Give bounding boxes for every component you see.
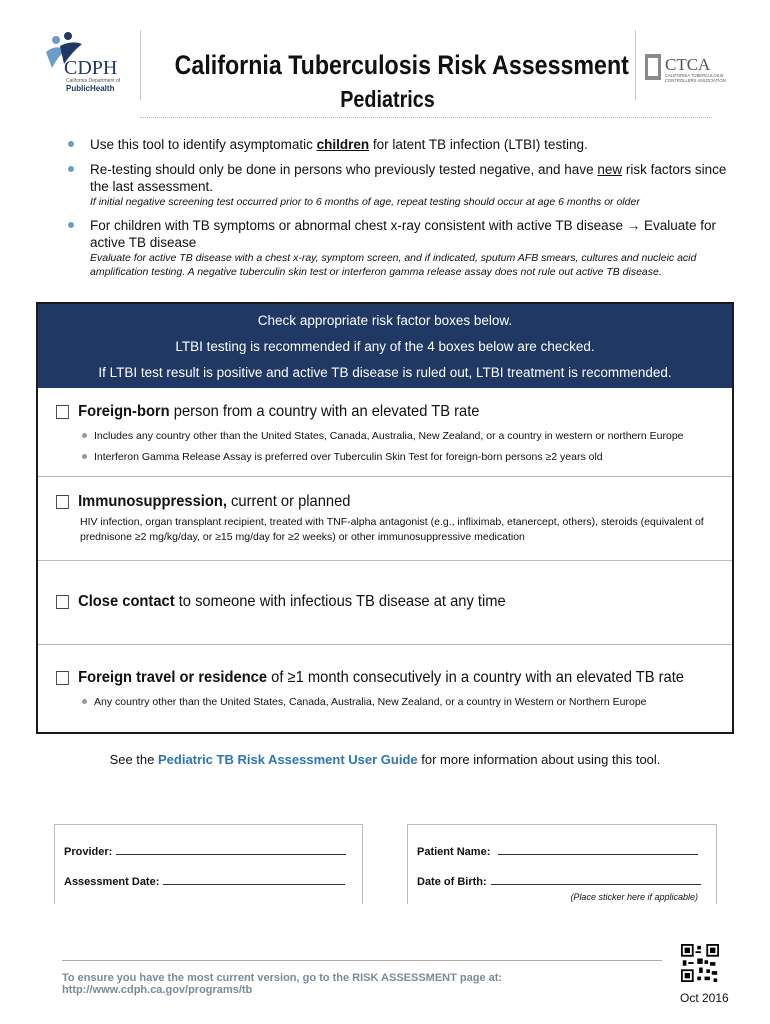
- header-divider-right: [635, 30, 636, 100]
- svg-text:California Department of: California Department of: [66, 78, 121, 84]
- foreign-born-checkbox[interactable]: [56, 405, 69, 419]
- revision-date: Oct 2016: [680, 991, 729, 1005]
- page-title: California Tuberculosis Risk Assessment: [174, 50, 629, 80]
- dob-field[interactable]: [491, 875, 701, 885]
- foreign-travel-checkbox[interactable]: [56, 671, 69, 685]
- cdph-logo-text: CDPH: [64, 57, 118, 79]
- bullet-icon: [68, 222, 74, 228]
- risk-foreign-born: Foreign-born person from a country with an elevated TB rate Includes any country other than the United States, Canada, Australia, New Zealand, or a country in western or northern Europe Interferon Gamma Release Assay is preferred over Tuberculin Skin Test for foreign-born persons ≥2 years old: [56, 402, 721, 464]
- bullet-icon: [82, 454, 87, 459]
- assessment-date-field[interactable]: [163, 875, 345, 885]
- patient-box: [407, 824, 717, 904]
- ctca-logo: [645, 48, 740, 88]
- page-subtitle: Pediatrics: [340, 86, 435, 112]
- instructions-banner: Check appropriate risk factor boxes below. LTBI testing is recommended if any of the 4 boxes below are checked. If LTBI test result is positive and active TB disease is ruled out, LTBI treatment is recommended.: [38, 304, 732, 388]
- risk-close-contact: Close contact to someone with infectious TB disease at any time: [56, 592, 721, 612]
- footer-text: To ensure you have the most current version, go to the RISK ASSESSMENT page at: http://www.cdph.ca.gov/programs/tb: [62, 972, 503, 996]
- ctca-logo-text: CTCA: [665, 55, 711, 74]
- user-guide-note: See the Pediatric TB Risk Assessment User Guide for more information about using this tool.: [109, 752, 661, 767]
- risk-foreign-travel: Foreign travel or residence of ≥1 month consecutively in a country with an elevated TB rate Any country other than the United States, Canada, Australia, New Zealand, or a country in Western or Northern Europe: [56, 668, 721, 709]
- section-divider: [38, 644, 732, 645]
- provider-label: Provider:: [64, 846, 113, 858]
- patient-name-label: Patient Name:: [417, 846, 491, 858]
- risk-factor-box: [36, 302, 734, 734]
- bullet-icon: [68, 166, 74, 172]
- assessment-date-label: Assessment Date:: [64, 876, 160, 888]
- bullet-icon: [68, 141, 74, 147]
- bullet-icon: [82, 433, 87, 438]
- qr-code-icon: [681, 944, 719, 982]
- sticker-note: (Place sticker here if applicable): [570, 892, 698, 902]
- svg-text:CONTROLLERS ASSOCIATION: CONTROLLERS ASSOCIATION: [665, 78, 726, 83]
- intro-list: [68, 136, 733, 287]
- footer-rule: [62, 960, 662, 961]
- bullet-icon: [82, 699, 87, 704]
- immunosuppression-checkbox[interactable]: [56, 495, 69, 509]
- intro-note: If initial negative screening test occurred prior to 6 months of age, repeat testing should occur at age 6 months or older: [90, 196, 640, 208]
- cdph-logo: [38, 30, 138, 100]
- intro-item: Use this tool to identify asymptomatic children for latent TB infection (LTBI) testing.: [68, 136, 733, 153]
- dob-label: Date of Birth:: [417, 876, 487, 888]
- user-guide-link[interactable]: Pediatric TB Risk Assessment User Guide: [158, 752, 418, 767]
- risk-immunosuppression: Immunosuppression, current or planned HIV infection, organ transplant recipient, treated with TNF-alpha antagonist (e.g., infliximab, etanercept, others), steroids (equivalent of prednisone ≥2 mg/kg/day, or ≥15 mg/day for ≥2 weeks) or other immunosuppressive medication: [56, 492, 721, 545]
- header-divider-left: [140, 30, 141, 100]
- intro-note: Evaluate for active TB disease with a chest x-ray, symptom screen, and if indicated, sputum AFB smears, cultures and nucleic acid amplification testing. A negative tuberculin skin test or interferon gamma release assay does not rule out active TB disease.: [90, 252, 697, 278]
- intro-item: Re-testing should only be done in persons who previously tested negative, and have new risk factors since the last assessment. If initial negative screening test occurred prior to 6 months of age, repeat testing should occur at age 6 months or older: [68, 161, 733, 209]
- header: [0, 0, 770, 120]
- intro-item: For children with TB symptoms or abnormal chest x-ray consistent with active TB disease → Evaluate for active TB disease Evaluate for active TB disease with a chest x-ray, symptom screen, and if indicated, sputum AFB smears, cultures and nucleic acid amplification testing. A negative tuberculin skin test or interferon gamma release assay does not rule out active TB disease.: [68, 217, 733, 279]
- patient-name-field[interactable]: [498, 845, 698, 855]
- section-divider: [38, 476, 732, 477]
- close-contact-checkbox[interactable]: [56, 595, 69, 609]
- header-rule: [140, 117, 712, 118]
- provider-box: [54, 824, 363, 904]
- svg-text:CALIFORNIA TUBERCULOSIS: CALIFORNIA TUBERCULOSIS: [665, 73, 724, 78]
- section-divider: [38, 560, 732, 561]
- provider-field[interactable]: [116, 845, 346, 855]
- svg-text:PublicHealth: PublicHealth: [66, 84, 115, 93]
